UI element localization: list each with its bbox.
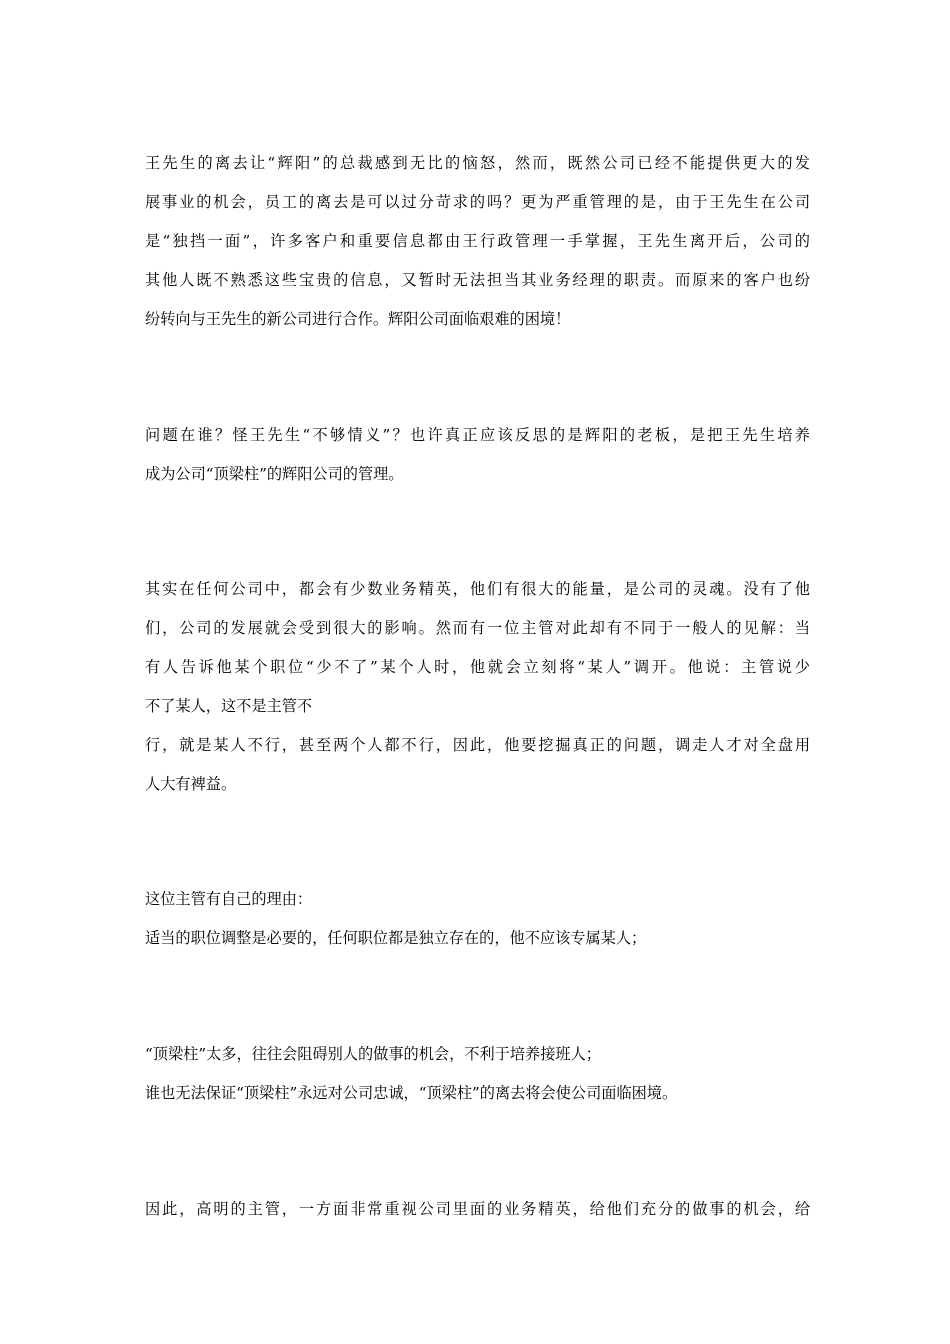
paragraph-2-line-1: 问题在谁？怪王先生“不够情义”？也许真正应该反思的是辉阳的老板，是把王先生培养 [145, 426, 810, 444]
paragraph-3-line-2: 们，公司的发展就会受到很大的影响。然而有一位主管对此却有不同于一般人的见解：当 [145, 619, 810, 637]
paragraph-3-line-5: 行，就是某人不行，甚至两个人都不行，因此，他要挖掘真正的问题，调走人才对全盘用 [145, 736, 810, 754]
paragraph-3-line-3: 有人告诉他某个职位“少不了”某个人时，他就会立刻将“某人”调开。他说：主管说少 [145, 658, 810, 676]
paragraph-5-line-1: “顶梁柱”太多，往往会阻碍别人的做事的机会，不利于培养接班人； [145, 1045, 601, 1063]
paragraph-1-line-3: 是“独挡一面”，许多客户和重要信息都由王行政管理一手掌握，王先生离开后，公司的 [145, 232, 810, 250]
paragraph-4-line-1: 这位主管有自己的理由： [145, 890, 313, 908]
paragraph-3-line-6: 人大有裨益。 [145, 775, 237, 793]
paragraph-4-line-2: 适当的职位调整是必要的，任何职位都是独立存在的，他不应该专属某人； [145, 929, 647, 947]
paragraph-2-line-2: 成为公司“顶梁柱”的辉阳公司的管理。 [145, 465, 404, 483]
paragraph-1-line-4: 其他人既不熟悉这些宝贵的信息，又暂时无法担当其业务经理的职责。而原来的客户也纷 [145, 271, 810, 289]
paragraph-1-line-5: 纷转向与王先生的新公司进行合作。辉阳公司面临艰难的困境！ [145, 310, 571, 328]
paragraph-3-line-4: 不了某人，这不是主管不 [145, 697, 313, 715]
paragraph-3-line-1: 其实在任何公司中，都会有少数业务精英，他们有很大的能量，是公司的灵魂。没有了他 [145, 580, 810, 598]
paragraph-5-line-2: 谁也无法保证“顶梁柱”永远对公司忠诚，“顶梁柱”的离去将会使公司面临困境。 [145, 1084, 678, 1102]
paragraph-1-line-1: 王先生的离去让“辉阳”的总裁感到无比的恼怒，然而，既然公司已经不能提供更大的发 [145, 154, 810, 172]
paragraph-1-line-2: 展事业的机会，员工的离去是可以过分苛求的吗？更为严重管理的是，由于王先生在公司 [145, 193, 810, 211]
paragraph-6-line-1: 因此，高明的主管，一方面非常重视公司里面的业务精英，给他们充分的做事的机会，给 [145, 1200, 810, 1218]
